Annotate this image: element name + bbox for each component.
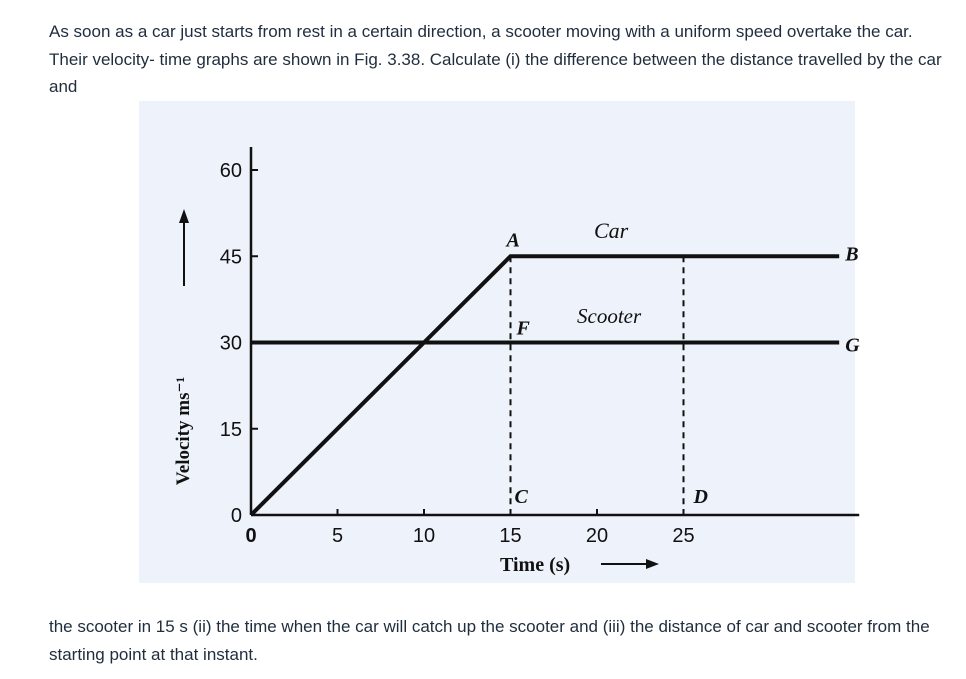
velocity-time-graph xyxy=(139,101,860,583)
point-label-a: A xyxy=(506,229,520,252)
x-tick-label: 25 xyxy=(672,525,695,547)
point-label-c: C xyxy=(514,486,528,508)
x-tick-label: 0 xyxy=(245,525,257,547)
y-axis-label: Velocity ms⁻¹ xyxy=(173,376,194,486)
x-axis-arrow xyxy=(601,559,659,569)
y-tick-label: 0 xyxy=(230,505,242,527)
point-label-f: F xyxy=(516,317,530,340)
question-intro-text: As soon as a car just starts from rest in a certain direction, a scooter moving with a uniform speed overtake the car. Their velocity- time graphs are shown in Fig. 3.38. Calculate (i) the difference between the distance travelled by the car and xyxy=(49,22,942,96)
figure-panel xyxy=(139,101,860,583)
point-label-b: B xyxy=(845,243,859,266)
point-label-g: G xyxy=(845,334,860,357)
x-tick-label: 20 xyxy=(585,525,609,547)
y-axis-arrow xyxy=(179,209,189,286)
point-label-d: D xyxy=(693,486,708,508)
car-velocity-line xyxy=(251,256,839,515)
y-tick-label: 60 xyxy=(219,160,242,182)
y-tick-label: 45 xyxy=(219,246,242,269)
question-continuation-text: the scooter in 15 s (ii) the time when the car will catch up the scooter and (iii) the distance of car and scooter from the starting point at that instant. xyxy=(49,617,930,664)
x-axis-label: Time (s) xyxy=(500,554,571,576)
x-tick-label: 10 xyxy=(412,525,436,547)
y-tick-label: 15 xyxy=(219,418,242,441)
x-tick-label: 15 xyxy=(499,525,522,547)
x-tick-label: 5 xyxy=(331,525,344,547)
scooter-series-label: Scooter xyxy=(577,304,642,328)
y-tick-label: 30 xyxy=(219,332,242,355)
car-series-label: Car xyxy=(594,218,629,243)
